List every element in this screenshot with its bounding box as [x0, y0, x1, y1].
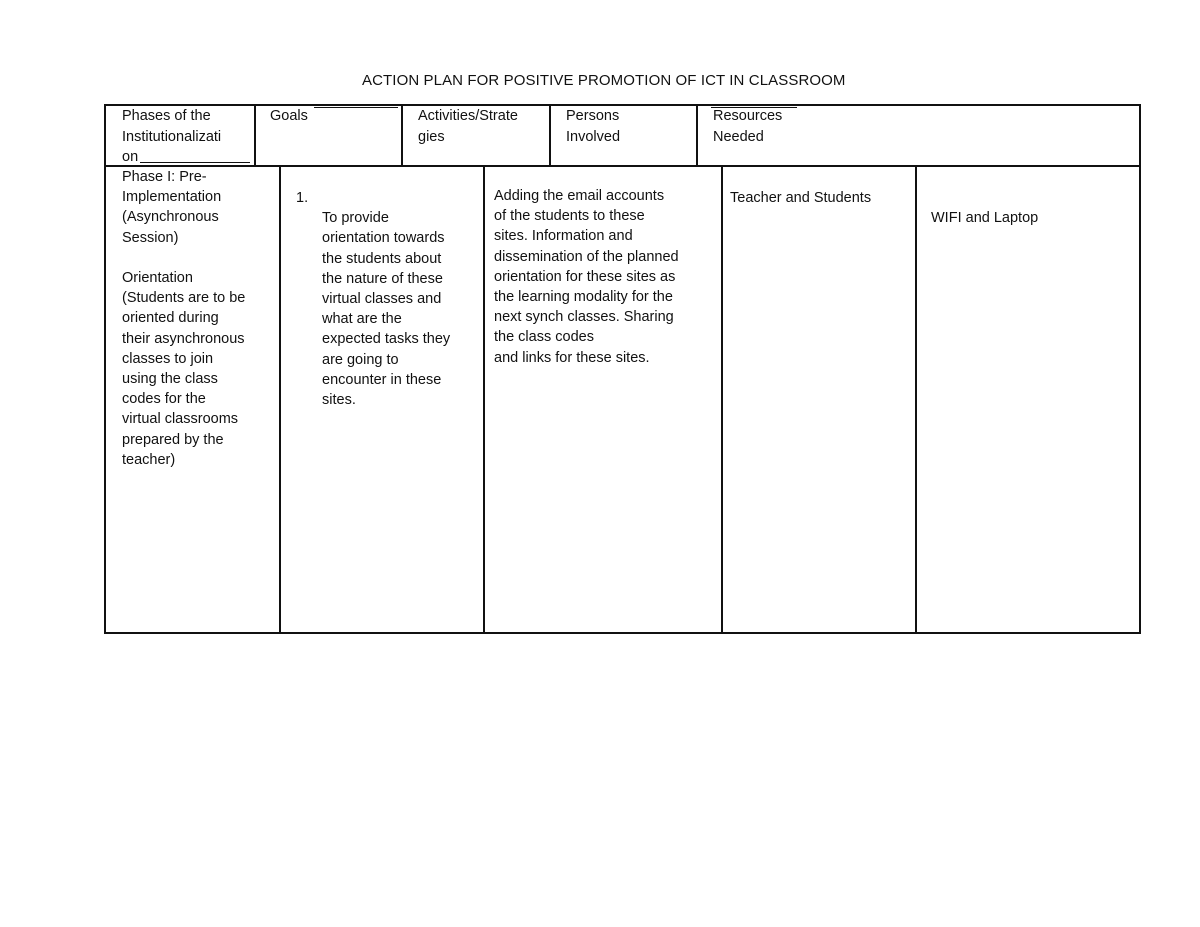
document-title: ACTION PLAN FOR POSITIVE PROMOTION OF ICT IN CLASSROOM [362, 72, 846, 89]
persons-cell: Teacher and Students [730, 190, 872, 206]
header-underline-goals [314, 107, 398, 108]
header-activities: Activities/Strate gies [418, 108, 518, 145]
resources-cell: WIFI and Laptop [931, 210, 1039, 226]
header-underline-phases [140, 162, 250, 163]
header-underline-resources [711, 107, 797, 108]
action-plan-table [104, 104, 1141, 634]
body-col-divider-3 [721, 166, 723, 632]
header-goals: Goals [270, 108, 308, 124]
header-resources: Resources Needed [713, 108, 783, 145]
goal-list [296, 188, 450, 410]
header-col-divider-4 [696, 106, 698, 166]
goal-number: 1. [296, 190, 309, 206]
phase-cell: Phase I: Pre- Implementation (Asynchronous Session) Orientation (Students are to be oriented during their asynchronous classes to join using the class codes for the virtual classrooms prepared by the teacher) [122, 169, 246, 468]
activities-cell: Adding the email accounts of the students to these sites. Information and dissemination of the planned orientation for these sites as the learning modality for the next synch classes. Sharing the class codes and links for these sites. [494, 188, 679, 366]
header-col-divider-3 [549, 106, 551, 166]
header-col-divider-2 [401, 106, 403, 166]
body-col-divider-4 [915, 166, 917, 632]
header-divider [106, 165, 1139, 167]
body-col-divider-2 [483, 166, 485, 632]
header-phases: Phases of the Institutionalizati on [122, 108, 222, 165]
goal-item [296, 188, 450, 410]
goal-text: To provide orientation towards the students about the nature of these virtual classes and what are the expected tasks they are going to encounter in these sites. [322, 210, 451, 409]
header-persons: Persons Involved [566, 108, 621, 145]
header-col-divider-1 [254, 106, 256, 166]
body-col-divider-1 [279, 166, 281, 632]
